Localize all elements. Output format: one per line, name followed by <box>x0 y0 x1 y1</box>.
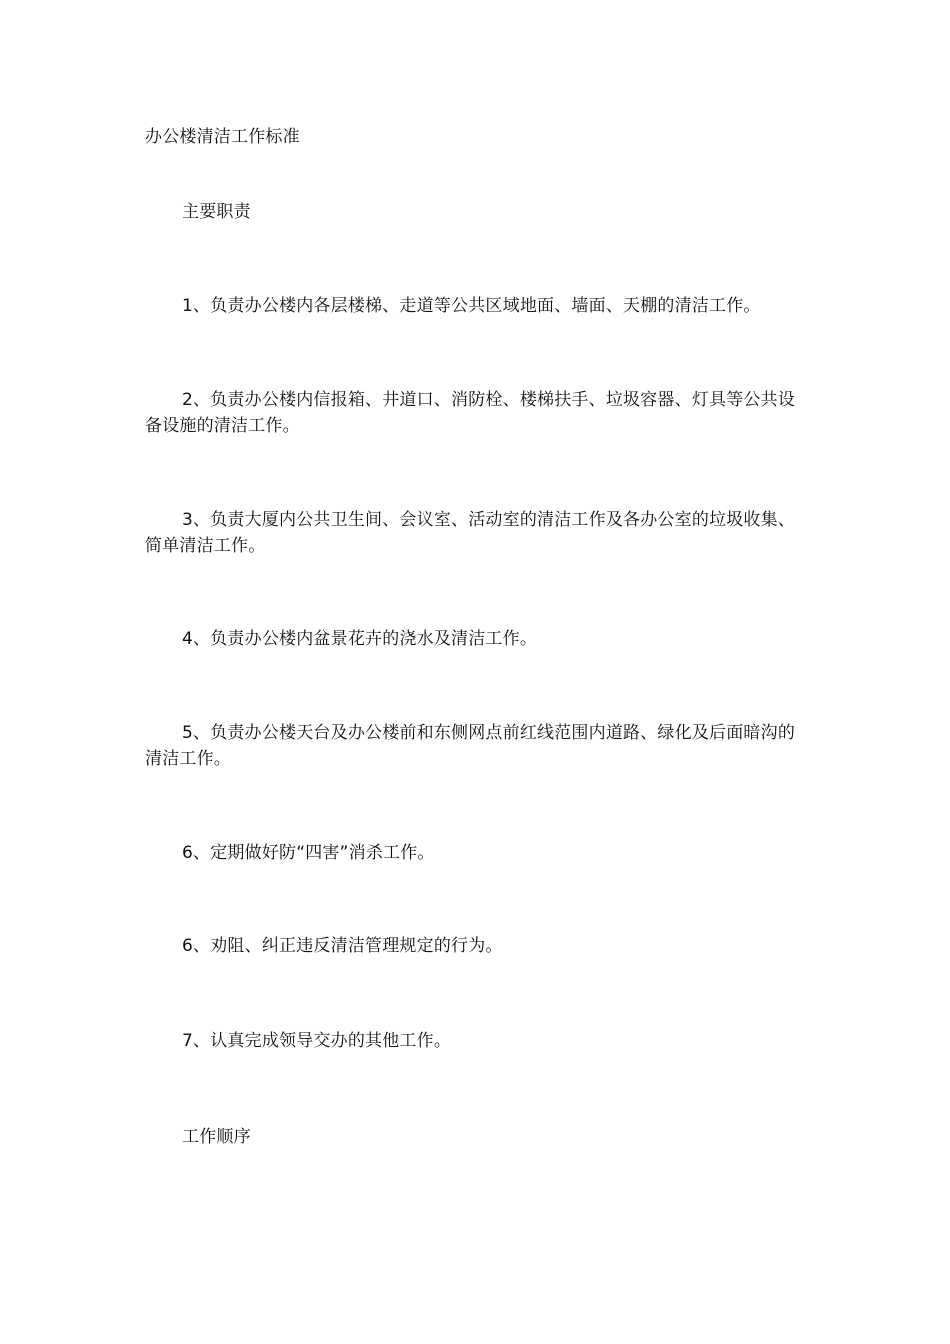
section-heading-work-order: 工作顺序 <box>182 1127 251 1147</box>
document-title: 办公楼清洁工作标准 <box>145 127 300 147</box>
list-item: 5、负责办公楼天台及办公楼前和东侧网点前红线范围内道路、绿化及后面暗沟的清洁工作。 <box>145 723 796 769</box>
list-item: 1、负责办公楼内各层楼梯、走道等公共区域地面、墙面、天棚的清洁工作。 <box>182 296 761 316</box>
list-item: 3、负责大厦内公共卫生间、会议室、活动室的清洁工作及各办公室的垃圾收集、简单清洁工作。 <box>145 510 796 556</box>
list-item: 2、负责办公楼内信报箱、井道口、消防栓、楼梯扶手、垃圾容器、灯具等公共设备设施的清洁工作。 <box>145 390 796 436</box>
list-item: 7、认真完成领导交办的其他工作。 <box>182 1031 452 1051</box>
list-item: 6、劝阻、纠正违反清洁管理规定的行为。 <box>182 936 503 956</box>
list-item: 4、负责办公楼内盆景花卉的浇水及清洁工作。 <box>182 629 538 649</box>
list-item: 6、定期做好防“四害”消杀工作。 <box>182 843 435 863</box>
section-heading-responsibilities: 主要职责 <box>182 202 251 222</box>
